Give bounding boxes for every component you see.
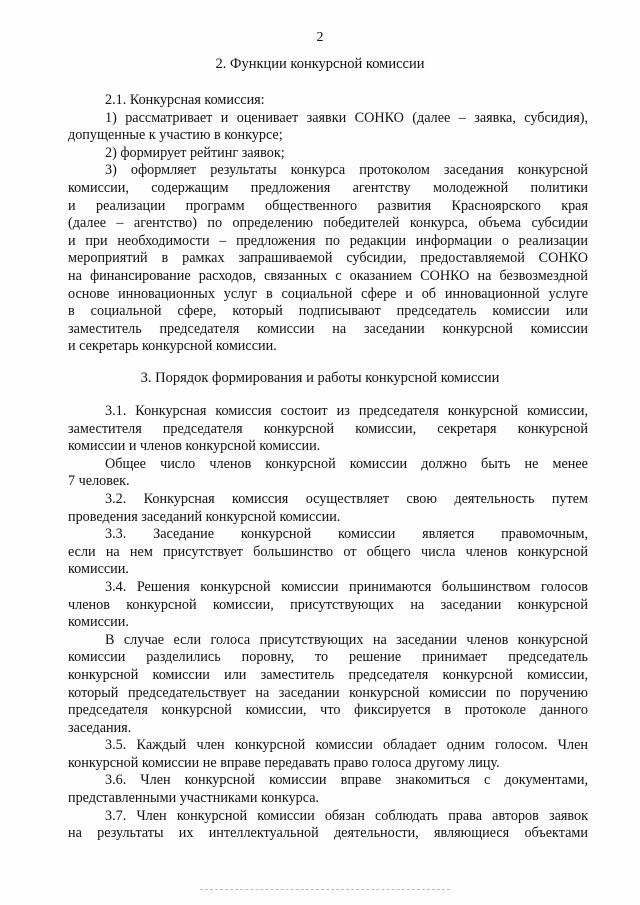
text-line: комиссии, содержащим предложения агентству молодежной политики bbox=[68, 179, 588, 196]
page-bottom-rule bbox=[200, 889, 450, 891]
text-line: допущенные к участию в конкурсе; bbox=[68, 127, 283, 144]
text-line: на финансирование расходов, связанных с оказанием СОНКО на безвозмездной bbox=[68, 267, 588, 284]
text-line: 2) формирует рейтинг заявок; bbox=[105, 144, 285, 161]
text-line: 2.1. Конкурсная комиссия: bbox=[105, 92, 265, 108]
section-3-heading: 3. Порядок формирования и работы конкурсной комиссии bbox=[140, 370, 500, 386]
text-line: на результаты их интеллектуальной деятельности, являющиеся объектами bbox=[68, 825, 588, 842]
text-line: представленными участниками конкурса. bbox=[68, 790, 320, 807]
text-line: 3.3. Заседание конкурсной комиссии является правомочным, bbox=[105, 526, 588, 543]
text-line: который председательствует на заседании конкурсной комиссии по поручению bbox=[68, 684, 588, 701]
text-line: 1) рассматривает и оценивает заявки СОНКО (далее – заявка, субсидия), bbox=[105, 109, 588, 126]
text-line: комиссии разделились поровну, то решение принимает председатель bbox=[68, 649, 588, 666]
text-line: 3.5. Каждый член конкурсной комиссии обладает одним голосом. Член bbox=[105, 737, 588, 754]
text-line: Общее число членов конкурсной комиссии должно быть не менее bbox=[105, 455, 588, 472]
text-line: (далее – агентство) по определению победителей конкурса, объема субсидии bbox=[68, 215, 588, 232]
page-number: 2 bbox=[316, 30, 324, 45]
text-line: конкурсной комиссии не вправе передавать право голоса другому лицу. bbox=[68, 754, 500, 771]
text-line: в социальной сфере, который подписывают председатель комиссии или bbox=[68, 303, 588, 320]
text-line: комиссии. bbox=[68, 614, 129, 631]
section-2-body bbox=[68, 92, 588, 356]
text-line: если на нем присутствует большинство от общего числа членов конкурсной bbox=[68, 543, 588, 560]
text-line: конкурсной комиссии или заместитель председателя конкурсной комиссии, bbox=[68, 666, 588, 683]
text-line: основе инновационных услуг в социальной сфере и об инновационной услуге bbox=[68, 285, 588, 302]
text-line: комиссии и членов конкурсной комиссии. bbox=[68, 438, 321, 455]
text-line: 3) оформляет результаты конкурса протоколом заседания конкурсной bbox=[105, 162, 588, 179]
text-line: и реализации программ общественного развития Красноярского края bbox=[68, 197, 588, 214]
text-line: членов конкурсной комиссии, присутствующих на заседании конкурсной bbox=[68, 596, 588, 613]
text-line: 3.2. Конкурсная комиссия осуществляет свою деятельность путем bbox=[105, 490, 588, 507]
text-line: и при необходимости – предложения по редакции информации о реализации bbox=[68, 232, 588, 249]
section-3-body bbox=[68, 403, 588, 843]
text-line: заседания. bbox=[68, 719, 132, 736]
text-line: мероприятий в рамках запрашиваемой субсидии, предоставляемой СОНКО bbox=[68, 250, 588, 267]
text-line: 3.6. Член конкурсной комиссии вправе знакомиться с документами, bbox=[105, 772, 588, 789]
text-line: 3.4. Решения конкурсной комиссии принимаются большинством голосов bbox=[105, 578, 588, 595]
text-line: заместителя председателя конкурсной комиссии, секретаря конкурсной bbox=[68, 420, 588, 437]
text-line: комиссии. bbox=[68, 561, 129, 578]
text-line: 3.7. Член конкурсной комиссии обязан соблюдать права авторов заявок bbox=[105, 807, 588, 824]
text-line: В случае если голоса присутствующих на заседании членов конкурсной bbox=[105, 631, 588, 648]
text-line: проведения заседаний конкурсной комиссии. bbox=[68, 508, 341, 525]
text-line: и секретарь конкурсной комиссии. bbox=[68, 338, 277, 355]
text-line: заместитель председателя комиссии на заседании конкурсной комиссии bbox=[68, 320, 588, 337]
text-line: председателя конкурсной комиссии, что фиксируется в протоколе данного bbox=[68, 702, 588, 719]
section-2-heading: 2. Функции конкурсной комиссии bbox=[215, 56, 425, 72]
text-line: 7 человек. bbox=[68, 473, 130, 490]
text-line: 3.1. Конкурсная комиссия состоит из председателя конкурсной комиссии, bbox=[105, 403, 588, 419]
